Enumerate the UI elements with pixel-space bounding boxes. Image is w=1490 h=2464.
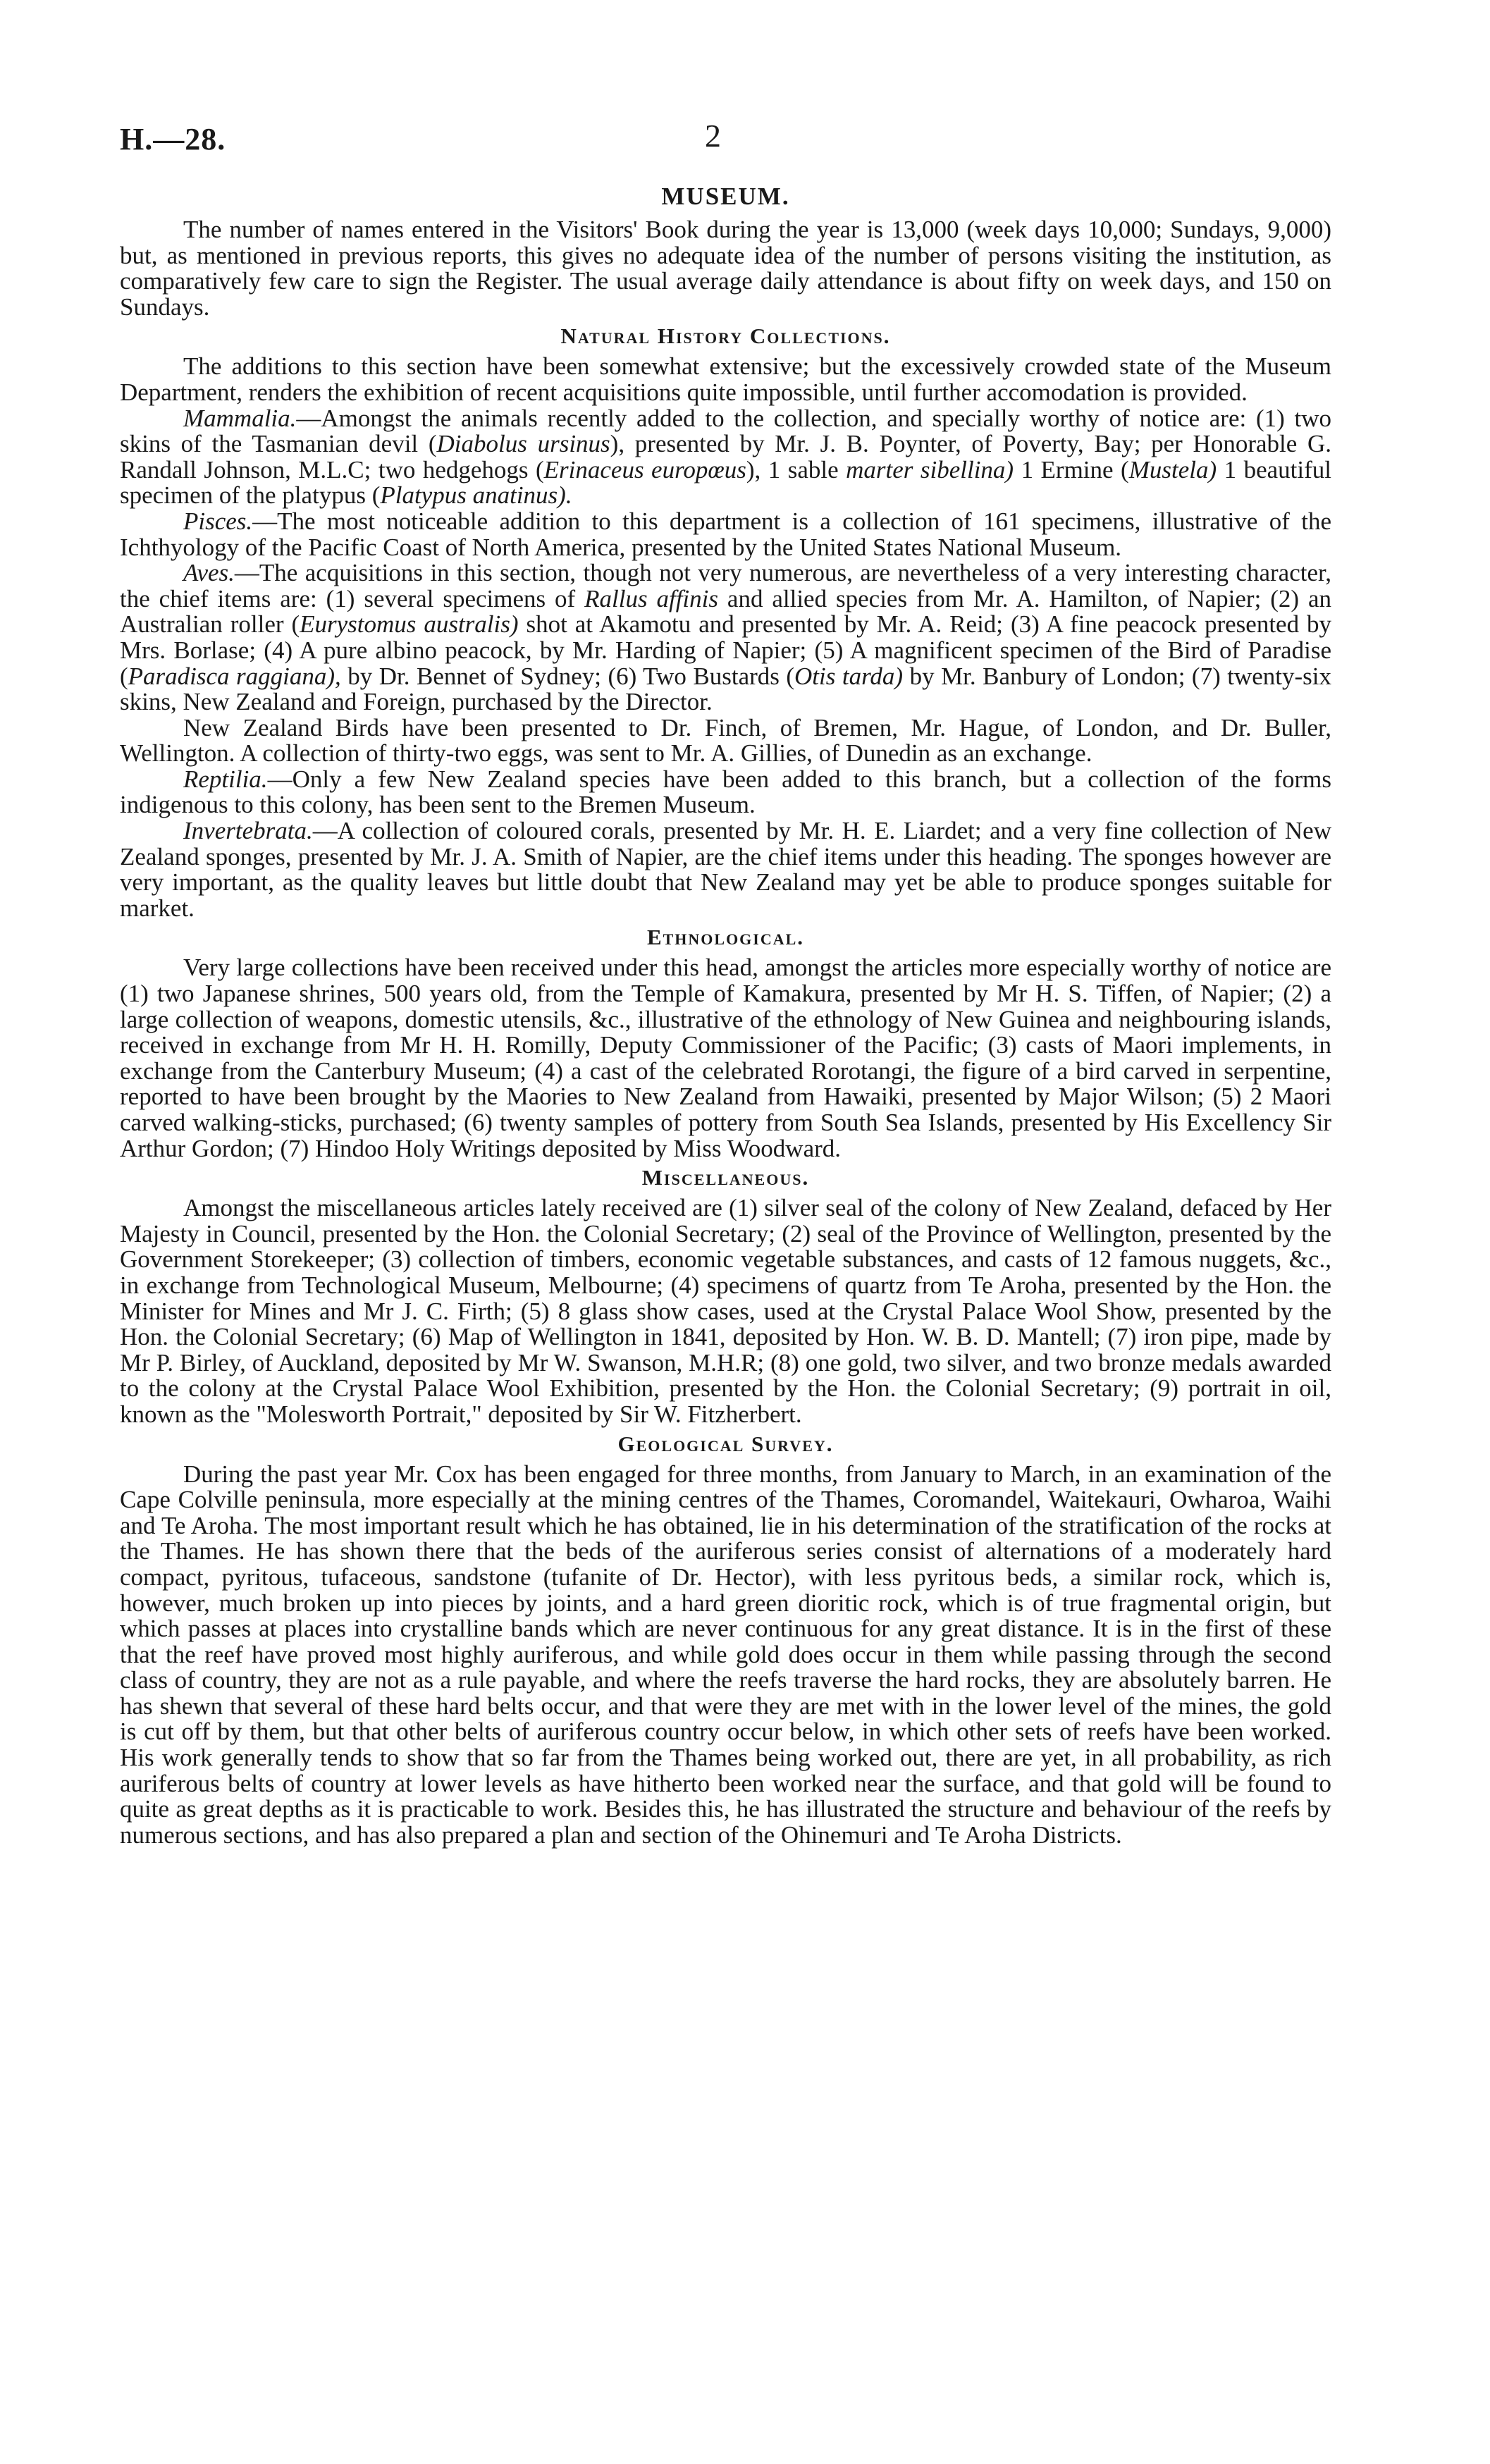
text-run: —Amongst the animals recently added to the collection, and specially worthy of notice are: (1) two skins of the Tasmanian devil ( bbox=[120, 404, 1331, 458]
page-number: 2 bbox=[705, 118, 721, 154]
heading-geological-survey: Geological Survey. bbox=[617, 1431, 834, 1456]
aves-paragraph bbox=[120, 560, 1331, 715]
heading-ethnological: Ethnological. bbox=[646, 925, 805, 950]
reptilia-lead: Reptilia. bbox=[183, 765, 268, 793]
species-name: Eurystomus australis) bbox=[300, 610, 519, 639]
museum-intro-paragraph: The number of names entered in the Visitors' Book during the year is 13,000 (week days 10,000; Sundays, 9,000) but, as mentioned in previous reports, this gives no adequate idea of the number of persons visiting the institution, as comparatively few care to sign the Register. The usual average daily attendance is about fifty on week days, and 150 on Sundays. bbox=[120, 216, 1331, 321]
text-run: by Dr. Bennet of Sydney; (6) Two Bustards ( bbox=[340, 662, 795, 690]
page-header bbox=[120, 0, 1331, 176]
text-run: ), presented by Mr. J. B. Poynter, of Poverty, Bay; per Honorable G. Randall Johnson, M.L.C; two hedgehogs ( bbox=[120, 430, 1331, 483]
document-code: H.—28. bbox=[120, 122, 226, 156]
text-run: —The most noticeable addition to this department is a collection of 161 specimens, illustrative of the Ichthyology of the Pacific Coast of North America, presented by the United States National Museum. bbox=[120, 507, 1331, 561]
text-run: and allied species from Mr. A. Hamilton, of Napier; (2) an Australian roller ( bbox=[120, 584, 1331, 639]
heading-natural-history: Natural History Collections. bbox=[560, 324, 891, 349]
text-run: ), 1 sable bbox=[746, 455, 846, 483]
pisces-paragraph bbox=[120, 509, 1331, 560]
ethnological-paragraph: Very large collections have been received under this head, amongst the articles more especially worthy of notice are (1) two Japanese shrines, 500 years old, from the Temple of Kamakura, presented by Mr H. S. Tiffen, of Napier; (2) a large collection of weapons, domestic utensils, &c., illustrative of the ethnology of New Guinea and neighbouring islands, received in exchange from Mr H. H. Romilly, Deputy Commissioner of the Pacific; (3) casts of Maori implements, in exchange from the Canterbury Museum; (4) a cast of the celebrated Rorotangi, the figure of a bird carved in serpentine, reported to have been brought by the Maories to New Zealand from Hawaiki, presented by Major Wilson; (5) 2 Maori carved walking-sticks, purchased; (6) twenty samples of pottery from South Sea Islands, presented by His Excellency Sir Arthur Gordon; (7) Hindoo Holy Writings deposited by Miss Woodward. bbox=[120, 954, 1331, 1162]
pisces-lead: Pisces. bbox=[183, 507, 253, 535]
text-run: 1 beautiful specimen of the platypus ( bbox=[120, 455, 1331, 510]
species-name: Erinaceus europœus bbox=[543, 455, 746, 483]
reptilia-paragraph bbox=[120, 767, 1331, 818]
species-name: Paradisca raggiana), bbox=[128, 662, 341, 690]
aves-lead: Aves. bbox=[183, 559, 235, 587]
section-title-museum: MUSEUM. bbox=[661, 183, 790, 210]
text-run: —A collection of coloured corals, presented by Mr. H. E. Liardet; and a very fine collection of New Zealand sponges, presented by Mr. J. A. Smith of Napier, are the chief items under this heading. The sponges however are very important, as the quality leaves but little doubt that New Zealand may yet be able to produce sponges suitable for market. bbox=[120, 817, 1331, 922]
species-name: Diabolus ursinus bbox=[436, 430, 610, 458]
text-run: —Only a few New Zealand species have been added to this branch, but a collection of the forms indigenous to this colony, has been sent to the Bremen Museum. bbox=[120, 765, 1331, 819]
species-name: Rallus affinis bbox=[584, 584, 718, 612]
invertebrata-lead: Invertebrata. bbox=[183, 817, 313, 845]
invertebrata-paragraph bbox=[120, 818, 1331, 921]
geological-survey-paragraph: During the past year Mr. Cox has been engaged for three months, from January to March, in an examination of the Cape Colville peninsula, more especially at the mining centres of the Thames, Coromandel, Waitekauri, Owharoa, Waihi and Te Aroha. The most important result which he has obtained, lie in his determination of the stratification of the rocks at the Thames. He has shown there that the beds of the auriferous series consist of alternations of a moderately hard compact, pyritous, tufaceous, sandstone (tufanite of Dr. Hector), with less pyritous beds, a similar rock, which is, however, much broken up into pieces by joints, and a hard green dioritic rock, which is of true fragmental origin, but which passes at places into crystalline bands which are never continuous for any great distance. It is in the first of these that the reef have proved most highly auriferous, and while gold does occur in them while passing through the second class of country, they are not as a rule payable, and where the reefs traverse the hard rocks, they are absolutely barren. He has shewn that several of these hard belts occur, and that were they are met with in the lower level of the mines, the gold is cut off by them, but that other belts of auriferous country occur below, in which other sets of reefs have been worked. His work generally tends to show that so far from the Thames being worked out, there are yet, in all probability, as rich auriferous belts of country at lower levels as have hitherto been worked near the surface, and that gold will be found to quite as great depths as it is practicable to work. Besides this, he has illustrated the structure and behaviour of the reefs by numerous sections, and has also prepared a plan and section of the Ohinemuri and Te Aroha Districts. bbox=[120, 1460, 1331, 1849]
species-name: Otis tarda) bbox=[794, 662, 904, 690]
species-name: Platypus anatinus). bbox=[380, 481, 572, 510]
text-run: shot at Akamotu and presented by Mr. A. Reid; (3) A fine peacock presented by Mrs. Borlase; (4) A pure albino peacock, by Mr. Harding of Napier; (5) A magnificent specimen of the Bird of Paradise ( bbox=[120, 610, 1332, 690]
species-name: Mustela) bbox=[1128, 455, 1217, 483]
text-run: —The acquisitions in this section, though not very numerous, are nevertheless of a very interesting character, the chief items are: (1) several specimens of bbox=[120, 559, 1331, 612]
birds-presented-paragraph: New Zealand Birds have been presented to Dr. Finch, of Bremen, Mr. Hague, of London, and Dr. Buller, Wellington. A collection of thirty-two eggs, was sent to Mr. A. Gillies, of Dunedin as an exchange. bbox=[120, 713, 1331, 768]
heading-miscellaneous: Miscellaneous. bbox=[641, 1165, 810, 1190]
miscellaneous-paragraph: Amongst the miscellaneous articles lately received are (1) silver seal of the colony of New Zealand, defaced by Her Majesty in Council, presented by the Hon. the Colonial Secretary; (2) seal of the Province of Wellington, presented by the Government Storekeeper; (3) collection of timbers, economic vegetable substances, and casts of 12 famous nuggets, &c., in exchange from Technological Museum, Melbourne; (4) specimens of quartz from Te Aroha, presented by the Hon. the Minister for Mines and Mr J. C. Firth; (5) 8 glass show cases, used at the Crystal Palace Wool Show, presented by the Hon. the Colonial Secretary; (6) Map of Wellington in 1841, deposited by Hon. W. B. D. Mantell; (7) iron pipe, made by Mr P. Birley, of Auckland, deposited by Mr W. Swanson, M.H.R; (8) one gold, two silver, and two bronze medals awarded to the colony at the Crystal Palace Wool Exhibition, presented by the Hon. the Colonial Secretary; (9) portrait in oil, known as the "Molesworth Portrait," deposited by Sir W. Fitzherbert. bbox=[120, 1194, 1331, 1428]
text-run: by Mr. Banbury of London; (7) twenty-six skins, New Zealand and Foreign, purchased by the Director. bbox=[120, 662, 1331, 716]
mammalia-lead: Mammalia. bbox=[183, 404, 297, 432]
text-run: 1 Ermine ( bbox=[1014, 455, 1129, 483]
species-name: marter sibellina) bbox=[846, 455, 1014, 483]
mammalia-paragraph bbox=[120, 406, 1331, 509]
natural-history-intro-paragraph: The additions to this section have been somewhat extensive; but the excessively crowded state of the Museum Department, renders the exhibition of recent acquisitions quite impossible, until further accomodation is provided. bbox=[120, 352, 1331, 406]
